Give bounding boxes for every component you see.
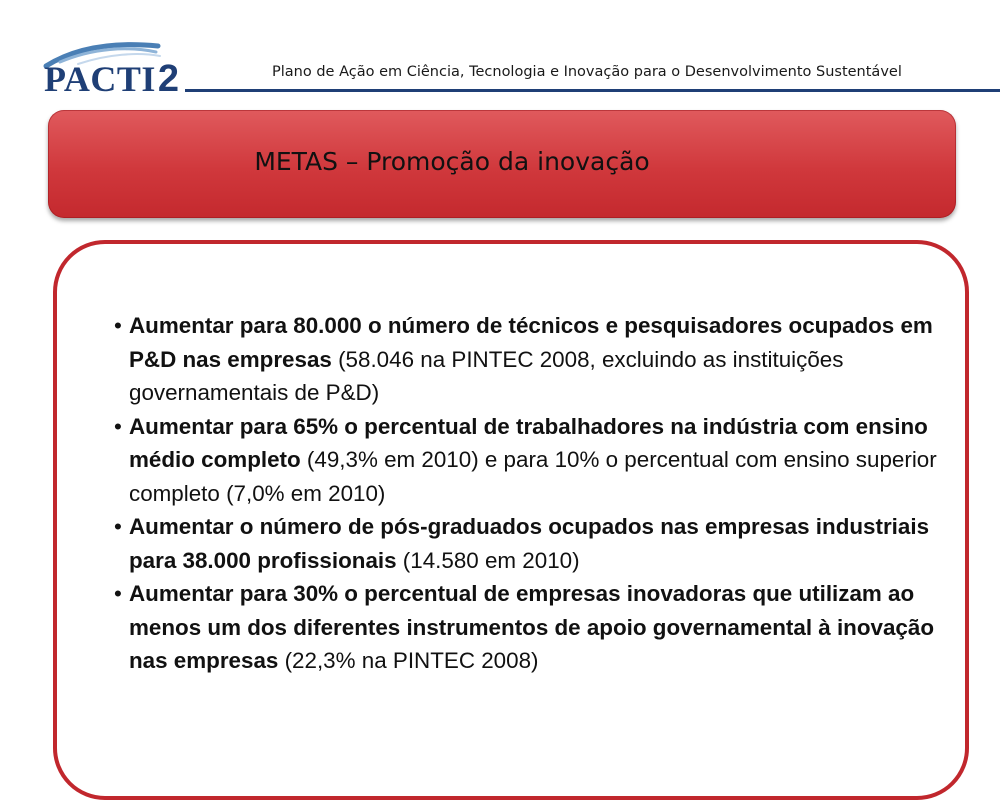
banner-title: METAS – Promoção da inovação: [254, 147, 650, 176]
bullet-bold-text: Aumentar o número de pós-graduados ocupados nas empresas industriais para 38.000 profissionais: [129, 514, 930, 573]
bullet-list: [114, 309, 974, 678]
bullet-bold-text: Aumentar para 30% o percentual de empresas inovadoras que utilizam ao menos um dos diferentes instrumentos de apoio governamental à inovação nas empresas: [129, 581, 935, 673]
bullet-normal-text: (58.046 na PINTEC 2008, excluindo as instituições governamentais de P&D): [129, 346, 844, 405]
list-item: [114, 410, 974, 511]
logo-number: 2: [157, 58, 180, 100]
logo-text: [44, 58, 179, 101]
header-title: Plano de Ação em Ciência, Tecnologia e Inovação para o Desenvolvimento Sustentável: [272, 64, 902, 80]
bullet-bold-text: Aumentar para 80.000 o número de técnicos e pesquisadores ocupados em P&D nas empresas: [129, 313, 933, 372]
title-banner: [48, 110, 956, 218]
list-item: [114, 510, 974, 577]
list-item: [114, 577, 974, 678]
logo-word: PACTI: [44, 59, 156, 99]
bullet-normal-text: (22,3% na PINTEC 2008): [278, 648, 539, 673]
bullet-normal-text: (49,3% em 2010) e para 10% o percentual com ensino superior completo (7,0% em 2010): [129, 447, 937, 506]
list-item: [114, 309, 974, 410]
pacti-logo: [38, 40, 188, 100]
header-divider: [185, 89, 1000, 92]
bullet-bold-text: Aumentar para 65% o percentual de trabalhadores na indústria com ensino médio completo: [129, 413, 928, 472]
bullet-normal-text: (14.580 em 2010): [396, 547, 580, 573]
